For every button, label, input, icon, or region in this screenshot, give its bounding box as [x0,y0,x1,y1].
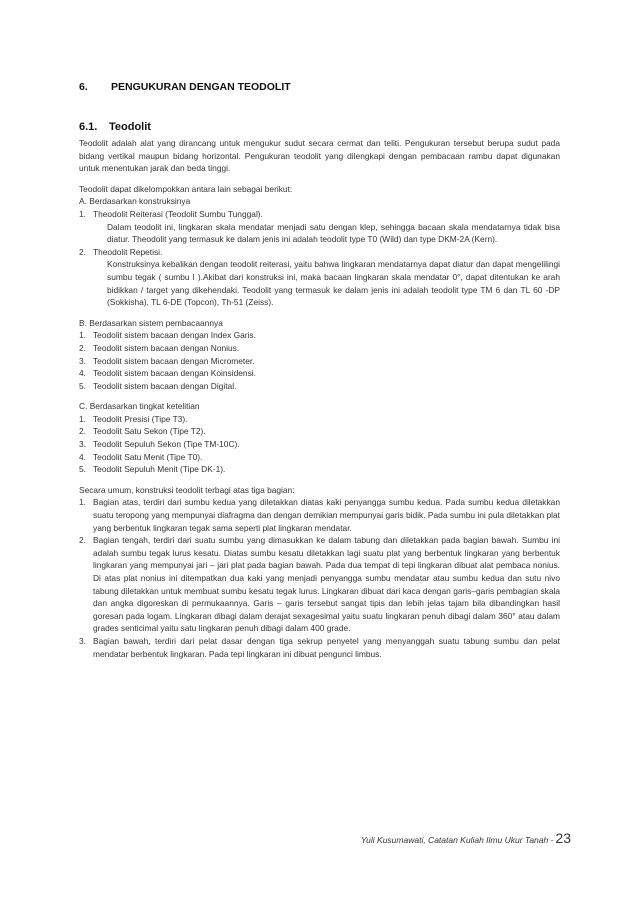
list-item-text: Teodolit sistem bacaan dengan Digital. [93,380,237,391]
list-number: 1. [79,413,86,424]
chapter-heading [79,81,291,93]
page-number: 23 [555,830,571,846]
list-item [79,496,560,534]
list-item-title: Theodolit Reiterasi (Teodolit Sumbu Tunggal). [93,208,263,219]
list-item [79,413,560,426]
list-item-text: Teodolit Sepuluh Sekon (Tipe TM-10C). [93,439,240,450]
list-item [79,246,560,309]
list-item [79,425,560,438]
section-title: Teodolit [109,121,151,133]
list-item-description: Konstruksinya kebalikan dengan teodolit reiterasi, yaitu bahwa lingkaran mendatarnya dapat diatur dan dapat mengelilingi sumbu tegak ( sumbu I ).Akibat dari konstruksi ini, maka bacaan lingkaran skala mendatar 0°, dapat ditentukan ke arah bidikkan / target yang dikehendaki. Teodolit yang termasuk ke dalam jenis ini adalah teodolit type TM 6 dan TL 60 -DP (Sokkisha), TL 6-DE (Topcon), Th-51 (Zeiss). [107,259,560,308]
list-item-title: Theodolit Repetisi. [93,246,163,257]
list-item [79,329,560,342]
list-item [79,451,560,464]
list-item-text: Teodolit sistem bacaan dengan Koinsidensi. [93,368,256,379]
list-item [79,208,560,246]
page-footer [361,830,571,846]
list-number: 3. [79,355,86,366]
chapter-title: PENGUKURAN DENGAN TEODOLIT [111,81,291,93]
grouping-intro: Teodolit dapat dikelompokkan antara lain sebagai berikut: [79,183,293,194]
list-item [79,380,560,393]
list-number: 4. [79,368,86,379]
list-number: 3. [79,439,86,450]
group-c-title: C. Berdasarkan tingkat ketelitian [79,401,200,412]
list-item-text: Teodolit Satu Sekon (Tipe T2). [93,426,206,437]
list-item [79,342,560,355]
list-number: 5. [79,464,86,475]
section-heading [79,121,151,133]
list-item-text: Teodolit Satu Menit (Tipe T0). [93,451,203,462]
list-number: 2. [79,426,86,437]
group-a-title: A. Berdasarkan konstruksinya [79,196,191,207]
list-number: 2. [79,535,86,546]
chapter-number: 6. [79,81,88,93]
list-number: 1. [79,330,86,341]
list-item-description: Dalam teodolit ini, lingkaran skala mendatar menjadi satu dengan klep, sehingga bacaan skala mendatarnya tidak bisa diatur. Theodolit yang termasuk ke dalam jenis ini adalah teodolit type T0 (Wild) dan type DKM-2A (Kern). [107,221,560,245]
list-number: 3. [79,635,86,646]
section-number: 6.1. [79,121,98,133]
construction-intro: Secara umum, konstruksi teodolit terbagi atas tiga bagian: [79,484,295,495]
list-number: 4. [79,451,86,462]
list-number: 5. [79,380,86,391]
list-item [79,635,560,660]
list-item-text: Teodolit Sepuluh Menit (Tipe DK-1). [93,464,226,475]
list-item-text: Bagian atas, terdiri dari sumbu kedua yang diletakkan diatas kaki penyangga sumbu kedua. Pada sumbu kedua diletakkan suatu teropong yang mempunyai diafragma dan dengan demikian mempunyai garis bidik. Pada sumbu ini pula diletakkan plat yang berbentuk lingkaran tegak sama seperti plat lingkaran mendatar. [93,497,560,533]
list-item [79,367,560,380]
list-item [79,534,560,635]
list-number: 2. [79,342,86,353]
list-item-text: Bagian bawah, terdiri dari pelat dasar dengan tiga sekrup penyetel yang menyanggah suatu tabung sumbu dan pelat mendatar berbentuk lingkaran. Pada tepi lingkaran ini dibuat pengunci limbus. [93,635,560,659]
footer-citation: Yuli Kusumawati, Catatan Kuliah Ilmu Ukur Tanah - [360,835,554,845]
list-item [79,463,560,476]
intro-paragraph: Teodolit adalah alat yang dirancang untuk mengukur sudut secara cermat dan teliti. Pengukuran tersebut berupa sudut pada bidang vertikal maupun bidang horizontal. Pengukuran teodolit yang dilengkapi dengan pembacaan rambu dapat digunakan untuk menentukan jarak dan beda tinggi. [79,138,560,174]
list-item [79,355,560,368]
list-item-text: Teodolit Presisi (Tipe T3). [93,413,188,424]
list-number: 1. [79,497,86,508]
list-item-text: Teodolit sistem bacaan dengan Nonius. [93,342,240,353]
list-number: 2. [79,246,86,257]
list-number: 1. [79,208,86,219]
list-item-text: Teodolit sistem bacaan dengan Micrometer. [93,355,255,366]
group-b-title: B. Berdasarkan sistem pembacaannya [79,317,223,328]
list-item [79,438,560,451]
list-item-text: Bagian tengah, terdiri dari suatu sumbu yang dimasukkan ke dalam tabung dan diletakkan pada bagian bawah. Sumbu ini adalah sumbu tegak lurus kesatu. Diatas sumbu kesatu diletakkan lagi suatu plat yang berbentuk lingkaran yang berbentuk lingkaran yang mempunyai jari – jari plat pada bagian bawah. Pada dua tempat di tepi lingkaran dibuat alat pembaca nonius. Di atas plat nonius ini ditempatkan dua kaki yang menjadi penyangga sumbu mendatar atau sumbu kedua dan sutu nivo tabung diletakkan untuk membuat sumbu kesatu tegak lurus. Lingkaran dibuat dari kaca dengan garis–garis pembagian skala dan angka digoreskan di permukaannya. Garis – garis tersebut sangat tipis dan lebih jelas tajam bila dibandingkan hasil goresan pada logam. Lingkaran dibagi dalam derajat sexagesimal yaitu suatu lingkaran penuh dibagi dalam 360° atau dalam grades senticimal yaitu satu lingkaran penuh dibagi dalam 400 grade. [93,535,560,634]
body-text [79,137,560,660]
list-item-text: Teodolit sistem bacaan dengan Index Garis. [93,330,256,341]
